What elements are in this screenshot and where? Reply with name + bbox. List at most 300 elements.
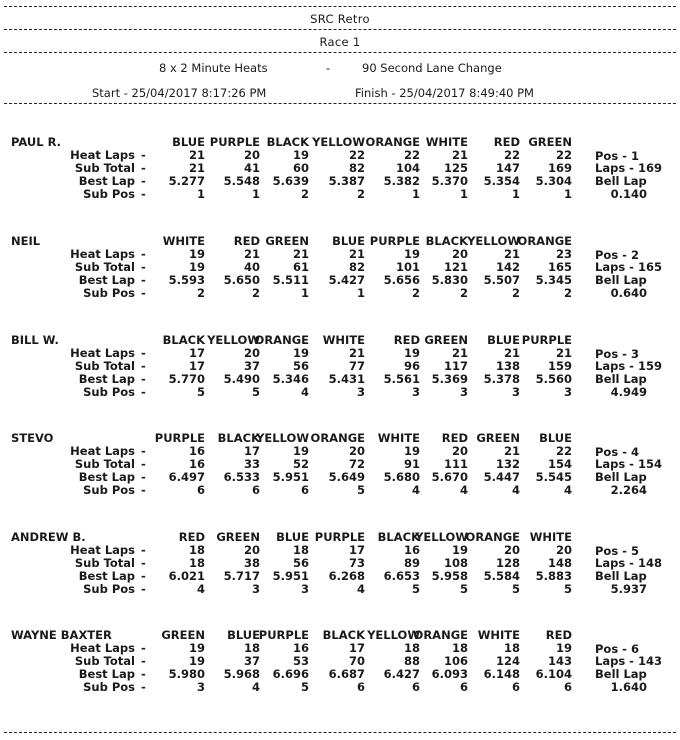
cell-heat-laps: 19 <box>451 543 468 557</box>
lane-color-header: WHITE <box>162 234 205 248</box>
row-label-dash: - <box>141 582 146 596</box>
cell-heat-laps: 21 <box>451 148 468 162</box>
cell-sub-total: 72 <box>348 457 365 471</box>
cell-best-lap: 5.370 <box>431 174 468 188</box>
cell-heat-laps: 21 <box>292 247 309 261</box>
cell-sub-total: 138 <box>495 359 520 373</box>
cell-sub-pos: 4 <box>196 582 205 596</box>
cell-best-lap: 5.431 <box>328 372 365 386</box>
cell-sub-total: 38 <box>243 556 260 570</box>
cell-sub-pos: 1 <box>411 187 420 201</box>
cell-heat-laps: 19 <box>403 444 420 458</box>
row-label-dash: - <box>141 161 146 175</box>
row-label-best-lap: Best Lap <box>78 372 135 386</box>
row-label-heat-laps: Heat Laps <box>70 543 135 557</box>
row-label-dash: - <box>141 346 146 360</box>
cell-heat-laps: 18 <box>292 543 309 557</box>
row-label-heat-laps: Heat Laps <box>70 148 135 162</box>
cell-sub-pos: 6 <box>411 680 420 694</box>
row-label-dash: - <box>141 444 146 458</box>
cell-sub-total: 147 <box>495 161 520 175</box>
cell-sub-pos: 5 <box>196 385 205 399</box>
bottom-divider <box>4 732 676 733</box>
row-label-heat-laps: Heat Laps <box>70 444 135 458</box>
race-divider <box>4 52 676 53</box>
cell-heat-laps: 21 <box>503 346 520 360</box>
row-label-dash: - <box>141 457 146 471</box>
cell-sub-pos: 6 <box>563 680 572 694</box>
cell-best-lap: 5.490 <box>223 372 260 386</box>
cell-sub-pos: 2 <box>563 286 572 300</box>
position-summary: Pos - 4 <box>595 445 639 459</box>
row-label-dash: - <box>141 286 146 300</box>
laps-summary: Laps - 148 <box>595 556 662 570</box>
cell-sub-total: 19 <box>188 654 205 668</box>
lane-color-header: RED <box>493 135 520 149</box>
cell-heat-laps: 18 <box>403 641 420 655</box>
finish-time: Finish - 25/04/2017 8:49:40 PM <box>355 86 534 100</box>
laps-summary: Laps - 165 <box>595 260 662 274</box>
cell-heat-laps: 22 <box>403 148 420 162</box>
cell-best-lap: 6.268 <box>328 569 365 583</box>
cell-sub-pos: 1 <box>300 286 309 300</box>
cell-best-lap: 6.427 <box>383 667 420 681</box>
cell-sub-total: 41 <box>243 161 260 175</box>
cell-sub-total: 33 <box>243 457 260 471</box>
lane-color-header: ORANGE <box>365 135 420 149</box>
cell-sub-pos: 5 <box>511 582 520 596</box>
cell-heat-laps: 21 <box>503 247 520 261</box>
cell-sub-total: 18 <box>188 556 205 570</box>
cell-sub-pos: 6 <box>356 680 365 694</box>
cell-heat-laps: 21 <box>348 247 365 261</box>
cell-sub-pos: 2 <box>251 286 260 300</box>
lane-change-info: 90 Second Lane Change <box>362 61 502 75</box>
row-label-sub-pos: Sub Pos <box>83 286 135 300</box>
cell-sub-total: 56 <box>292 556 309 570</box>
row-label-sub-pos: Sub Pos <box>83 483 135 497</box>
cell-heat-laps: 19 <box>292 346 309 360</box>
row-label-best-lap: Best Lap <box>78 667 135 681</box>
cell-heat-laps: 16 <box>292 641 309 655</box>
cell-best-lap: 5.346 <box>272 372 309 386</box>
start-time: Start - 25/04/2017 8:17:26 PM <box>92 86 267 100</box>
cell-heat-laps: 19 <box>403 346 420 360</box>
bell-lap-value: 2.264 <box>610 483 647 497</box>
bell-lap-value: 1.640 <box>610 680 647 694</box>
cell-heat-laps: 20 <box>348 444 365 458</box>
cell-best-lap: 5.584 <box>483 569 520 583</box>
cell-heat-laps: 21 <box>503 444 520 458</box>
cell-sub-pos: 4 <box>300 385 309 399</box>
cell-sub-total: 52 <box>292 457 309 471</box>
cell-best-lap: 6.148 <box>483 667 520 681</box>
racer-name: WAYNE BAXTER <box>11 628 112 642</box>
cell-heat-laps: 23 <box>555 247 572 261</box>
row-label-dash: - <box>141 273 146 287</box>
cell-sub-pos: 6 <box>459 680 468 694</box>
lane-color-header: GREEN <box>528 135 572 149</box>
cell-sub-pos: 4 <box>251 680 260 694</box>
cell-sub-total: 53 <box>292 654 309 668</box>
cell-sub-pos: 5 <box>251 385 260 399</box>
cell-best-lap: 6.696 <box>272 667 309 681</box>
row-label-heat-laps: Heat Laps <box>70 346 135 360</box>
cell-sub-pos: 4 <box>563 483 572 497</box>
lane-color-header: WHITE <box>425 135 468 149</box>
lane-color-header: YELLOW <box>367 628 420 642</box>
lane-color-header: YELLOW <box>207 333 260 347</box>
row-label-sub-total: Sub Total <box>74 161 135 175</box>
cell-best-lap: 5.354 <box>483 174 520 188</box>
cell-sub-total: 40 <box>243 260 260 274</box>
lane-color-header: WHITE <box>477 628 520 642</box>
row-label-dash: - <box>141 556 146 570</box>
row-label-dash: - <box>141 385 146 399</box>
cell-sub-pos: 3 <box>196 680 205 694</box>
cell-sub-total: 60 <box>292 161 309 175</box>
cell-sub-total: 88 <box>403 654 420 668</box>
cell-sub-total: 128 <box>495 556 520 570</box>
cell-best-lap: 5.387 <box>328 174 365 188</box>
cell-sub-pos: 2 <box>511 286 520 300</box>
row-label-dash: - <box>141 148 146 162</box>
cell-sub-total: 89 <box>403 556 420 570</box>
lane-color-header: RED <box>393 333 420 347</box>
cell-sub-total: 108 <box>443 556 468 570</box>
cell-heat-laps: 19 <box>188 641 205 655</box>
cell-sub-pos: 1 <box>511 187 520 201</box>
cell-best-lap: 5.770 <box>168 372 205 386</box>
cell-best-lap: 5.277 <box>168 174 205 188</box>
racer-section <box>0 431 680 511</box>
cell-best-lap: 5.447 <box>483 470 520 484</box>
row-label-dash: - <box>141 372 146 386</box>
lane-color-header: WHITE <box>322 333 365 347</box>
lane-color-header: GREEN <box>265 234 309 248</box>
cell-best-lap: 5.680 <box>383 470 420 484</box>
cell-sub-total: 70 <box>348 654 365 668</box>
cell-sub-total: 16 <box>188 457 205 471</box>
cell-sub-pos: 1 <box>251 187 260 201</box>
cell-sub-pos: 3 <box>459 385 468 399</box>
cell-sub-total: 56 <box>292 359 309 373</box>
racer-name: NEIL <box>11 234 41 248</box>
cell-best-lap: 5.369 <box>431 372 468 386</box>
cell-sub-pos: 6 <box>300 483 309 497</box>
cell-sub-pos: 3 <box>356 385 365 399</box>
cell-best-lap: 6.687 <box>328 667 365 681</box>
row-label-best-lap: Best Lap <box>78 470 135 484</box>
cell-best-lap: 5.670 <box>431 470 468 484</box>
lane-color-header: BLACK <box>377 530 420 544</box>
lane-color-header: BLUE <box>172 135 205 149</box>
lane-color-header: BLUE <box>276 530 309 544</box>
row-label-dash: - <box>141 187 146 201</box>
row-label-sub-total: Sub Total <box>74 654 135 668</box>
cell-heat-laps: 21 <box>348 346 365 360</box>
cell-sub-total: 143 <box>547 654 572 668</box>
lane-color-header: YELLOW <box>415 530 468 544</box>
cell-sub-pos: 1 <box>563 187 572 201</box>
cell-heat-laps: 22 <box>503 148 520 162</box>
heats-info-line <box>0 61 680 77</box>
lane-color-header: GREEN <box>476 431 520 445</box>
cell-sub-pos: 6 <box>511 680 520 694</box>
row-label-dash: - <box>141 680 146 694</box>
lane-color-header: GREEN <box>161 628 205 642</box>
cell-sub-pos: 2 <box>196 286 205 300</box>
row-label-heat-laps: Heat Laps <box>70 641 135 655</box>
cell-sub-total: 82 <box>348 161 365 175</box>
lane-color-header: WHITE <box>529 530 572 544</box>
cell-sub-total: 61 <box>292 260 309 274</box>
bell-lap-label: Bell Lap <box>595 569 647 583</box>
cell-best-lap: 5.378 <box>483 372 520 386</box>
row-label-dash: - <box>141 569 146 583</box>
racer-name: STEVO <box>11 431 54 445</box>
lane-color-header: PURPLE <box>521 333 572 347</box>
row-label-dash: - <box>141 247 146 261</box>
cell-sub-pos: 3 <box>511 385 520 399</box>
row-label-dash: - <box>141 641 146 655</box>
cell-best-lap: 5.968 <box>223 667 260 681</box>
cell-sub-total: 154 <box>547 457 572 471</box>
laps-summary: Laps - 154 <box>595 457 662 471</box>
cell-sub-total: 148 <box>547 556 572 570</box>
lane-color-header: YELLOW <box>256 431 309 445</box>
cell-sub-total: 169 <box>547 161 572 175</box>
racer-section <box>0 333 680 413</box>
cell-sub-total: 21 <box>188 161 205 175</box>
cell-sub-total: 17 <box>188 359 205 373</box>
row-label-sub-pos: Sub Pos <box>83 187 135 201</box>
cell-sub-total: 121 <box>443 260 468 274</box>
cell-sub-total: 159 <box>547 359 572 373</box>
cell-sub-pos: 3 <box>563 385 572 399</box>
bell-lap-label: Bell Lap <box>595 372 647 386</box>
cell-sub-pos: 4 <box>459 483 468 497</box>
times-line <box>0 86 680 102</box>
bell-lap-label: Bell Lap <box>595 470 647 484</box>
cell-heat-laps: 19 <box>403 247 420 261</box>
cell-sub-pos: 4 <box>411 483 420 497</box>
cell-heat-laps: 22 <box>555 148 572 162</box>
cell-heat-laps: 20 <box>243 148 260 162</box>
row-label-dash: - <box>141 174 146 188</box>
cell-best-lap: 5.507 <box>483 273 520 287</box>
cell-sub-pos: 6 <box>251 483 260 497</box>
racer-section <box>0 234 680 314</box>
racer-section <box>0 628 680 708</box>
row-label-best-lap: Best Lap <box>78 273 135 287</box>
row-label-sub-total: Sub Total <box>74 260 135 274</box>
cell-best-lap: 6.653 <box>383 569 420 583</box>
cell-best-lap: 5.561 <box>383 372 420 386</box>
cell-sub-total: 96 <box>403 359 420 373</box>
cell-best-lap: 5.427 <box>328 273 365 287</box>
laps-summary: Laps - 169 <box>595 161 662 175</box>
cell-heat-laps: 18 <box>243 641 260 655</box>
cell-sub-pos: 2 <box>300 187 309 201</box>
cell-sub-total: 124 <box>495 654 520 668</box>
cell-heat-laps: 17 <box>243 444 260 458</box>
cell-sub-total: 132 <box>495 457 520 471</box>
cell-best-lap: 6.104 <box>535 667 572 681</box>
bell-lap-value: 4.949 <box>610 385 647 399</box>
row-label-dash: - <box>141 654 146 668</box>
cell-sub-pos: 2 <box>356 187 365 201</box>
cell-sub-pos: 3 <box>411 385 420 399</box>
bell-lap-label: Bell Lap <box>595 273 647 287</box>
cell-best-lap: 6.497 <box>168 470 205 484</box>
cell-sub-total: 117 <box>443 359 468 373</box>
row-label-sub-pos: Sub Pos <box>83 582 135 596</box>
cell-sub-total: 91 <box>403 457 420 471</box>
racer-name: BILL W. <box>11 333 59 347</box>
cell-heat-laps: 17 <box>348 641 365 655</box>
cell-heat-laps: 22 <box>555 444 572 458</box>
lane-color-header: BLACK <box>322 628 365 642</box>
cell-sub-pos: 6 <box>196 483 205 497</box>
header-bottom-divider <box>4 103 676 104</box>
cell-heat-laps: 21 <box>555 346 572 360</box>
cell-best-lap: 6.021 <box>168 569 205 583</box>
cell-heat-laps: 19 <box>292 444 309 458</box>
cell-sub-pos: 1 <box>459 187 468 201</box>
cell-best-lap: 5.593 <box>168 273 205 287</box>
lane-color-header: BLACK <box>162 333 205 347</box>
lane-color-header: YELLOW <box>467 234 520 248</box>
cell-sub-total: 37 <box>243 654 260 668</box>
racer-section <box>0 530 680 610</box>
lane-color-header: YELLOW <box>312 135 365 149</box>
row-label-dash: - <box>141 359 146 373</box>
cell-sub-pos: 4 <box>511 483 520 497</box>
position-summary: Pos - 1 <box>595 149 639 163</box>
lane-color-header: WHITE <box>377 431 420 445</box>
cell-heat-laps: 21 <box>188 148 205 162</box>
top-divider <box>4 6 676 7</box>
lane-color-header: BLUE <box>539 431 572 445</box>
row-label-sub-pos: Sub Pos <box>83 385 135 399</box>
racer-name: ANDREW B. <box>11 530 86 544</box>
cell-sub-pos: 3 <box>300 582 309 596</box>
cell-best-lap: 5.649 <box>328 470 365 484</box>
lane-color-header: RED <box>441 431 468 445</box>
cell-heat-laps: 20 <box>503 543 520 557</box>
bell-lap-label: Bell Lap <box>595 174 647 188</box>
cell-sub-pos: 5 <box>300 680 309 694</box>
bell-lap-label: Bell Lap <box>595 667 647 681</box>
lane-color-header: BLUE <box>487 333 520 347</box>
cell-sub-pos: 4 <box>356 582 365 596</box>
cell-best-lap: 5.511 <box>272 273 309 287</box>
cell-heat-laps: 18 <box>188 543 205 557</box>
cell-heat-laps: 16 <box>188 444 205 458</box>
cell-heat-laps: 19 <box>292 148 309 162</box>
cell-sub-total: 37 <box>243 359 260 373</box>
laps-summary: Laps - 143 <box>595 654 662 668</box>
cell-best-lap: 5.656 <box>383 273 420 287</box>
cell-sub-total: 125 <box>443 161 468 175</box>
position-summary: Pos - 2 <box>595 248 639 262</box>
cell-best-lap: 5.951 <box>272 569 309 583</box>
cell-heat-laps: 17 <box>188 346 205 360</box>
cell-heat-laps: 21 <box>451 346 468 360</box>
cell-sub-total: 165 <box>547 260 572 274</box>
lane-color-header: BLUE <box>332 234 365 248</box>
position-summary: Pos - 3 <box>595 347 639 361</box>
cell-sub-total: 82 <box>348 260 365 274</box>
row-label-heat-laps: Heat Laps <box>70 247 135 261</box>
cell-best-lap: 5.304 <box>535 174 572 188</box>
cell-best-lap: 5.980 <box>168 667 205 681</box>
cell-best-lap: 6.533 <box>223 470 260 484</box>
cell-best-lap: 5.883 <box>535 569 572 583</box>
cell-best-lap: 5.548 <box>223 174 260 188</box>
cell-heat-laps: 18 <box>503 641 520 655</box>
lane-color-header: PURPLE <box>154 431 205 445</box>
cell-sub-total: 111 <box>443 457 468 471</box>
lane-color-header: BLACK <box>266 135 309 149</box>
race-title: Race 1 <box>319 35 361 49</box>
lane-color-header: GREEN <box>216 530 260 544</box>
cell-sub-pos: 1 <box>356 286 365 300</box>
row-label-dash: - <box>141 543 146 557</box>
cell-sub-total: 106 <box>443 654 468 668</box>
row-label-dash: - <box>141 470 146 484</box>
lane-color-header: BLACK <box>425 234 468 248</box>
app-title: SRC Retro <box>310 12 370 26</box>
bell-lap-value: 5.937 <box>610 582 647 596</box>
title-divider <box>4 29 676 30</box>
laps-summary: Laps - 159 <box>595 359 662 373</box>
cell-best-lap: 5.717 <box>223 569 260 583</box>
cell-heat-laps: 20 <box>555 543 572 557</box>
lane-color-header: PURPLE <box>258 628 309 642</box>
racer-section <box>0 135 680 215</box>
cell-best-lap: 5.382 <box>383 174 420 188</box>
lane-color-header: RED <box>233 234 260 248</box>
lane-color-header: ORANGE <box>310 431 365 445</box>
cell-best-lap: 5.958 <box>431 569 468 583</box>
cell-sub-pos: 1 <box>196 187 205 201</box>
row-label-sub-pos: Sub Pos <box>83 680 135 694</box>
cell-best-lap: 5.650 <box>223 273 260 287</box>
cell-heat-laps: 16 <box>403 543 420 557</box>
cell-sub-total: 77 <box>348 359 365 373</box>
racer-name: PAUL R. <box>11 135 62 149</box>
cell-sub-pos: 5 <box>356 483 365 497</box>
heats-info: 8 x 2 Minute Heats <box>159 61 268 75</box>
lane-color-header: BLUE <box>227 628 260 642</box>
cell-best-lap: 5.345 <box>535 273 572 287</box>
cell-heat-laps: 21 <box>243 247 260 261</box>
cell-sub-pos: 2 <box>459 286 468 300</box>
cell-best-lap: 5.830 <box>431 273 468 287</box>
lane-color-header: ORANGE <box>413 628 468 642</box>
cell-heat-laps: 19 <box>555 641 572 655</box>
cell-best-lap: 5.545 <box>535 470 572 484</box>
bell-lap-value: 0.640 <box>610 286 647 300</box>
lane-color-header: ORANGE <box>465 530 520 544</box>
row-label-best-lap: Best Lap <box>78 569 135 583</box>
row-label-dash: - <box>141 260 146 274</box>
cell-sub-total: 142 <box>495 260 520 274</box>
lane-color-header: BLACK <box>217 431 260 445</box>
lane-color-header: GREEN <box>424 333 468 347</box>
